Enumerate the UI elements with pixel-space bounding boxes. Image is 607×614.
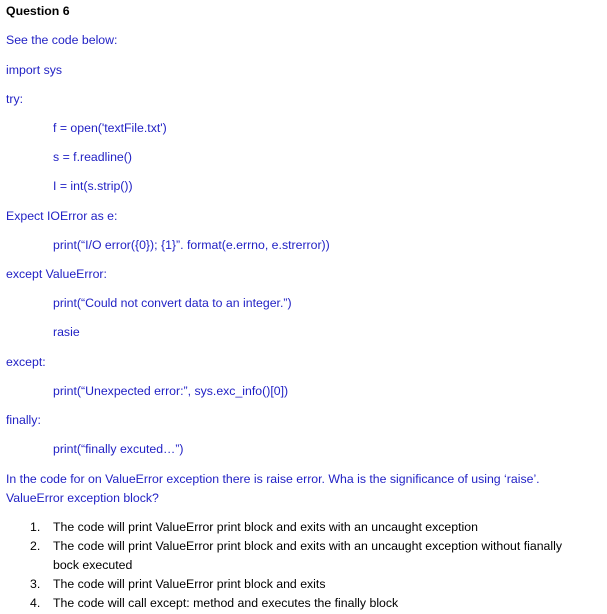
option-text: The code will print ValueError print block and exits	[53, 577, 326, 591]
code-line: Expect IOError as e:	[6, 209, 118, 223]
code-line: s = f.readline()	[53, 150, 132, 164]
question-title: Question 6	[6, 4, 70, 18]
code-line: rasie	[53, 325, 80, 339]
option-text: The code will call except: method and executes the finally block	[53, 596, 399, 610]
code-line: except:	[6, 355, 46, 369]
option-text: The code will print ValueError print block and exits with an uncaught exception without fianally	[53, 539, 562, 553]
code-line: print(“Unexpected error:”, sys.exc_info()[0])	[53, 384, 289, 398]
code-line: finally:	[6, 413, 41, 427]
intro-text: See the code below:	[6, 33, 118, 47]
code-line: except ValueError:	[6, 267, 107, 281]
option-number: 1.	[30, 520, 41, 534]
option-text: The code will print ValueError print block and exits with an uncaught exception	[53, 520, 478, 534]
code-line: print(“I/O error({0}); {1}”. format(e.errno, e.strerror))	[53, 238, 330, 252]
code-line: import sys	[6, 63, 63, 77]
code-line: print(“Could not convert data to an integer.”)	[53, 296, 292, 310]
code-line: try:	[6, 92, 24, 106]
question-text: ValueError exception block?	[6, 491, 159, 505]
code-line: I = int(s.strip())	[53, 179, 133, 193]
option-text: bock executed	[53, 558, 133, 572]
code-line: f = open('textFile.txt')	[53, 121, 167, 135]
code-line: print(“finally excuted…”)	[53, 442, 184, 456]
option-number: 3.	[30, 577, 41, 591]
option-number: 4.	[30, 596, 41, 610]
option-number: 2.	[30, 539, 41, 553]
question-text: In the code for on ValueError exception there is raise error. Wha is the significance of using ‘raise’.	[6, 472, 540, 486]
